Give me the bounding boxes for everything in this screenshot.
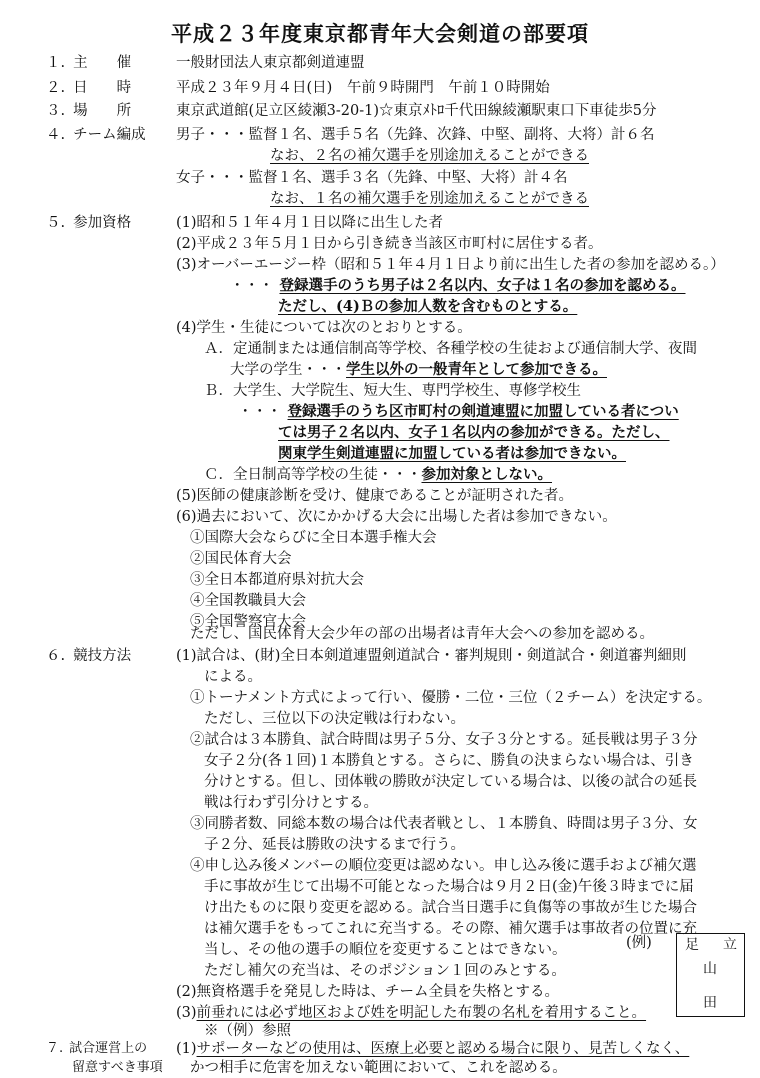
- section-6-label: ６. 競技方法: [46, 648, 132, 664]
- section-7-label: ７. 試合運営上の: [46, 1041, 148, 1056]
- name-tag-example-box: [676, 933, 745, 1017]
- section-7-label-line2: 留意すべき事項: [72, 1060, 163, 1075]
- eligibility-3-note-2: ただし、(4)Ｂの参加人数を含むものとする。: [278, 298, 578, 315]
- eligibility-4b-note: ・・・ 登録選手のうち区市町村の剣道連盟に加盟している者につい: [238, 403, 679, 420]
- excluded-tournament-2: ②国民体育大会: [190, 551, 292, 567]
- eligibility-5: (5)医師の健康診断を受け、健康であることが証明された者。: [176, 488, 573, 504]
- eligibility-4b: Ｂ．大学生、大学院生、短大生、専門学校生、専修学校生: [204, 383, 581, 399]
- rules-1-4-cont4: 当し、その他の選手の順位を変更することはできない。: [204, 942, 567, 958]
- team-women-text: 女子・・・監督１名、選手３名（先鋒、中堅、大将）計４名: [176, 170, 568, 186]
- eligibility-4b-note-3: 関東学生剣道連盟に加盟している者は参加できない。: [278, 445, 626, 462]
- rules-1-2-cont3: 戦は行わず引分けとする。: [204, 795, 378, 811]
- name-tag-char: 山: [703, 961, 717, 977]
- eligibility-1: (1)昭和５１年４月１日以降に出生した者: [176, 215, 444, 231]
- organizer-text: 一般財団法人東京都剣道連盟: [176, 55, 365, 71]
- page-title: 平成２３年度東京都青年大会剣道の部要項: [171, 21, 589, 46]
- rules-1-2-cont2: 分けとする。但し、団体戦の勝敗が決定している場合は、以後の試合の延長: [204, 774, 697, 790]
- rules-3: (3)前垂れには必ず地区および姓を明記した布製の名札を着用すること。: [176, 1005, 647, 1021]
- excluded-tournament-5: ⑤全国警察官大会: [190, 614, 306, 630]
- venue-text: 東京武道館(足立区綾瀬3-20-1)☆東京ﾒﾄﾛ千代田線綾瀬駅東口下車徒歩5分: [176, 103, 657, 119]
- team-women-note: なお、１名の補欠選手を別途加えることができる: [270, 191, 589, 207]
- eligibility-4c: Ｃ．全日制高等学校の生徒・・・参加対象としない。: [204, 466, 552, 483]
- rules-1-4-cont: 手に事故が生じて出場不可能となった場合は９月２日(金)午後３時までに届: [204, 879, 694, 895]
- rules-3-note: ※（例）参照: [204, 1023, 291, 1039]
- eligibility-exception: ただし、国民体育大会少年の部の出場者は青年大会への参加を認める。: [190, 626, 654, 642]
- rules-2: (2)無資格選手を発見した時は、チーム全員を失格とする。: [176, 984, 560, 1000]
- rules-1-1-cont: ただし、三位以下の決定戦は行わない。: [204, 711, 465, 727]
- rules-1-4-cont2: け出たものに限り変更を認める。試合当日選手に負傷等の事故が生じた場合: [204, 900, 697, 916]
- section-4-label: ４. チーム編成: [46, 127, 146, 143]
- team-men-note: なお、２名の補欠選手を別途加えることができる: [270, 148, 589, 164]
- eligibility-6: (6)過去において、次にかかげる大会に出場した者は参加できない。: [176, 509, 617, 525]
- section-5-label: ５. 参加資格: [46, 215, 132, 231]
- excluded-tournament-4: ④全国教職員大会: [190, 593, 306, 609]
- section-1-label: １. 主 催: [46, 55, 132, 71]
- eligibility-3-note: ・・・ 登録選手のうち男子は２名以内、女子は１名の参加を認める。: [230, 277, 686, 294]
- section-2-label: ２. 日 時: [46, 80, 132, 96]
- rules-1-4-cont5: ただし補欠の充当は、そのポジション１回のみとする。: [204, 963, 566, 979]
- section-3-label: ３. 場 所: [46, 103, 132, 119]
- date-text: 平成２３年９月４日(日) 午前９時開門 午前１０時開始: [176, 80, 550, 96]
- eligibility-4a: Ａ．定通制または通信制高等学校、各種学校の生徒および通信制大学、夜間: [204, 341, 697, 357]
- eligibility-4: (4)学生・生徒については次のとおりとする。: [176, 320, 472, 336]
- operation-note-1: (1)サポーターなどの使用は、医療上必要と認める場合に限り、見苦しくなく、: [176, 1041, 690, 1057]
- team-men-text: 男子・・・監督１名、選手５名（先鋒、次鋒、中堅、副将、大将）計６名: [176, 127, 655, 143]
- example-label: (例): [626, 935, 652, 951]
- excluded-tournament-1: ①国際大会ならびに全日本選手権大会: [190, 530, 437, 546]
- rules-1-4-cont3: は補欠選手をもってこれに充当する。その際、補欠選手は事故者の位置に充: [204, 921, 697, 937]
- excluded-tournament-3: ③全日本都道府県対抗大会: [190, 572, 364, 588]
- rules-1-3: ③同勝者数、同総本数の場合は代表者戦とし、１本勝負、時間は男子３分、女: [190, 816, 698, 832]
- eligibility-4b-note-2: ては男子２名以内、女子１名以内の参加ができる。ただし、: [278, 424, 670, 441]
- name-tag-char: 足: [685, 937, 699, 953]
- rules-1-2-cont: 女子２分(各１回)１本勝負とする。さらに、勝負の決まらない場合は、引き: [204, 753, 694, 769]
- rules-1-4: ④申し込み後メンバーの順位変更は認めない。申し込み後に選手および補欠選: [190, 858, 697, 874]
- eligibility-2: (2)平成２３年５月１日から引き続き当該区市町村に居住する者。: [176, 236, 603, 252]
- rules-1-2: ②試合は３本勝負、試合時間は男子５分、女子３分とする。延長戦は男子３分: [190, 732, 698, 748]
- rules-1: (1)試合は、(財)全日本剣道連盟剣道試合・審判規則・剣道試合・剣道審判細則: [176, 648, 687, 664]
- name-tag-char: 田: [703, 995, 717, 1011]
- operation-note-1-cont: かつ相手に危害を加えない範囲において、これを認める。: [190, 1060, 567, 1076]
- rules-1-1: ①トーナメント方式によって行い、優勝・二位・三位（２チーム）を決定する。: [190, 690, 712, 706]
- rules-1-cont: による。: [204, 669, 262, 685]
- eligibility-3: (3)オーバーエージー枠（昭和５１年４月１日より前に出生した者の参加を認める。）: [176, 257, 725, 273]
- name-tag-char: 立: [723, 937, 737, 953]
- eligibility-4a-cont: 大学の学生・・・学生以外の一般青年として参加できる。: [230, 361, 607, 378]
- rules-1-3-cont: 子２分、延長は勝敗の決するまで行う。: [204, 837, 465, 853]
